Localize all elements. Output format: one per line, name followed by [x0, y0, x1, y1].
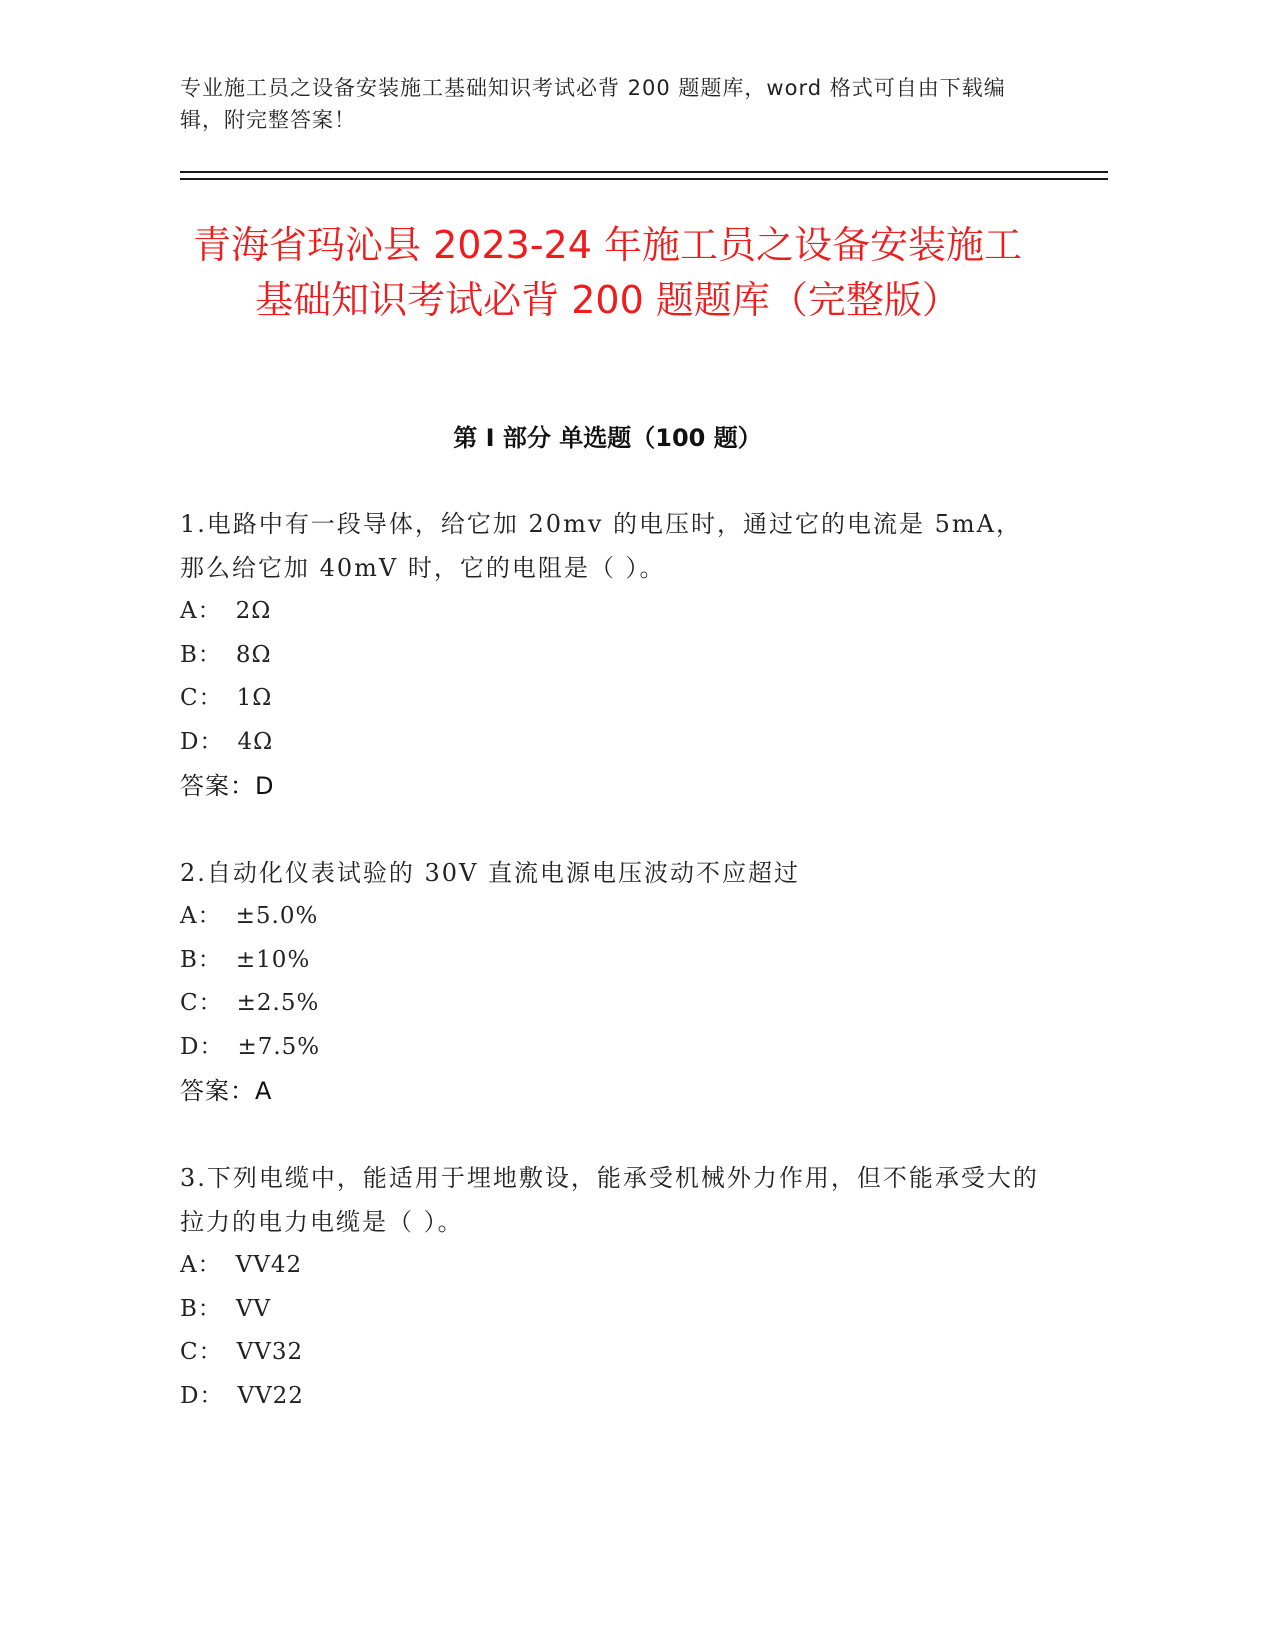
header-note: 专业施工员之设备安装施工基础知识考试必背 200 题题库，word 格式可自由下载编辑，附完整答案！	[180, 76, 1006, 132]
question-stem: 1.电路中有一段导体，给它加 20mv 的电压时，通过它的电流是 5mA，那么给它加 40mV 时，它的电阻是（ ）。	[180, 510, 1022, 582]
header-divider-thick	[180, 171, 1108, 173]
document-title: 青海省玛沁县 2023-24 年施工员之设备安装施工基础知识考试必背 200 题题库（完整版）	[193, 223, 1022, 322]
option-d	[180, 1026, 1040, 1070]
option-key: A：	[180, 903, 222, 929]
answer-label: 答案：	[180, 772, 255, 800]
option-key: A：	[180, 1252, 222, 1278]
question-1	[180, 502, 1040, 808]
option-key: A：	[180, 598, 222, 624]
option-c	[180, 677, 1040, 721]
option-c	[180, 982, 1040, 1026]
option-key: B：	[180, 946, 222, 973]
answer-value: A	[255, 1077, 273, 1105]
option-text: 1Ω	[236, 685, 273, 711]
answer-label: 答案：	[180, 1077, 255, 1105]
option-a	[180, 895, 1040, 939]
option-text: VV	[235, 1295, 272, 1322]
option-a	[180, 1244, 1040, 1288]
option-d	[180, 721, 1040, 765]
option-text: ±5.0%	[235, 903, 319, 929]
option-text: ±10%	[235, 946, 311, 973]
option-b	[180, 939, 1040, 983]
option-d	[180, 1375, 1040, 1419]
option-text: VV32	[236, 1339, 304, 1365]
option-key: B：	[180, 1295, 222, 1322]
option-b	[180, 634, 1040, 678]
question-3	[180, 1156, 1040, 1418]
option-key: D：	[180, 1382, 224, 1409]
question-stem: 3.下列电缆中，能适用于埋地敷设，能承受机械外力作用，但不能承受大的拉力的电力电缆是（ ）。	[180, 1164, 1039, 1236]
option-text: 2Ω	[235, 598, 272, 624]
option-key: D：	[180, 728, 224, 755]
answer-value: D	[255, 772, 275, 800]
option-key: C：	[180, 1339, 223, 1365]
answer-line	[180, 764, 1040, 808]
option-text: VV42	[235, 1252, 303, 1278]
answer-line	[180, 1069, 1040, 1113]
option-c	[180, 1331, 1040, 1375]
option-text: ±7.5%	[237, 1033, 321, 1060]
option-key: D：	[180, 1033, 224, 1060]
option-a	[180, 590, 1040, 634]
option-text: ±2.5%	[236, 990, 320, 1016]
option-text: VV22	[237, 1382, 304, 1409]
question-stem: 2.自动化仪表试验的 30V 直流电源电压波动不应超过	[180, 859, 801, 887]
option-key: C：	[180, 990, 223, 1016]
option-key: C：	[180, 685, 223, 711]
question-2	[180, 851, 1040, 1113]
option-key: B：	[180, 641, 222, 668]
option-text: 8Ω	[235, 641, 272, 668]
option-b	[180, 1288, 1040, 1332]
section-heading: 第 I 部分 单选题（100 题）	[453, 424, 762, 452]
header-divider-thin	[180, 178, 1108, 180]
option-text: 4Ω	[237, 728, 274, 755]
